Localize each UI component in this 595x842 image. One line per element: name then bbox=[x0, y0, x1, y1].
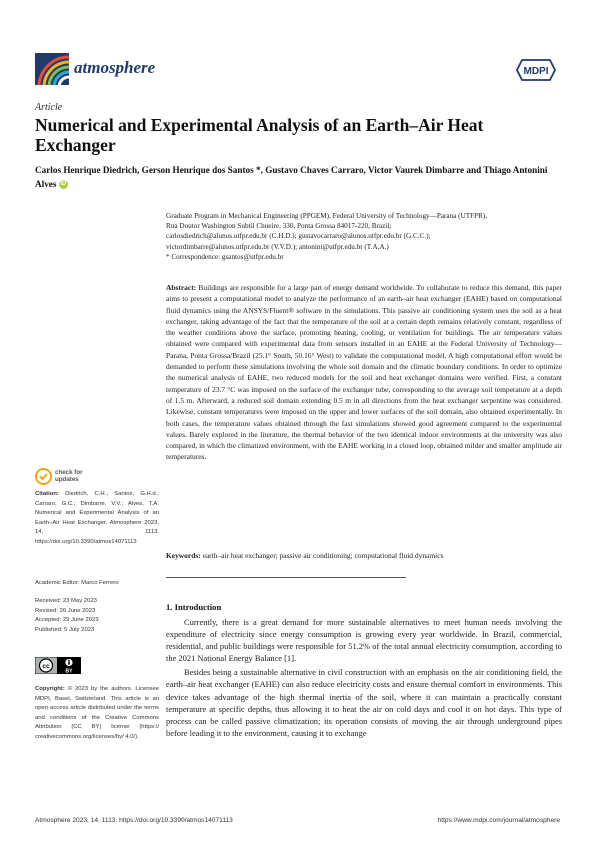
journal-name[interactable]: atmosphere bbox=[74, 58, 156, 77]
date-published: Published: 5 July 2023 bbox=[35, 626, 95, 633]
footer-citation[interactable]: Atmosphere 2023, 14, 1113. https://doi.org/10.3390/atmos14071113 bbox=[35, 817, 233, 824]
affiliation-block bbox=[166, 211, 566, 262]
authors-text[interactable]: Carlos Henrique Diedrich, Gerson Henrique dos Santos *, Gustavo Chaves Carraro, Victor Vaurek Dimbarre and Thiago Antonini Alves bbox=[35, 165, 548, 189]
cc-by-license-badge[interactable] bbox=[35, 657, 81, 674]
citation-block bbox=[35, 490, 159, 548]
affiliation-emails[interactable]: victordimbarre@alunos.utfpr.edu.br (V.V.D.); antonini@utfpr.edu.br (T.A.A.) bbox=[166, 242, 389, 251]
section-divider bbox=[166, 577, 406, 578]
cc-by-icon bbox=[35, 657, 81, 674]
check-updates-icon bbox=[35, 468, 52, 485]
date-received: Received: 23 May 2023 bbox=[35, 598, 97, 604]
citation-label: Citation: bbox=[35, 491, 59, 497]
abstract-text: Buildings are responsible for a large part of energy demand worldwide. To collaborate to reduce this demand, this paper aims to present a computational model to analyze the performance of an earth–air heat exchanger (EAHE) based on computational fluid dynamics using the ANSYS/Fluent® software in the simulations. This passive air conditioning system uses the soil as a heat exchanger, taking advantage of the fact that the temperature of the soil at a certain depth remains relatively constant, regardless of the weather conditions above the surface, promoting heating, cooling, or ventilation for buildings. The air temperature values obtained were compared with experimental data from sensors installed in an EAHE at the Federal University of Technology—Parana, Ponta Grossa/Brazil (25.1° South, 50.16° West) to validate the computational model. A high computational effort would be demanded to perform these simulations involving the whole soil domain and the climatic boundary conditions. In order to optimize the numerical analysis of EAHE, two reduced models for the soil and heat exchanger domains were verified. First, a constant temperature of 23.7 °C was imposed on the surface of the exchanger tube, corresponding to the average soil temperature at a depth of 1.5 m. Afterward, a reduced soil domain extending 0.5 m in all directions from the heat exchanger serpentine was considered. Likewise, constant temperatures were imposed on the upper and lower surfaces of the soil domain, also obtained experimentally. In both cases, the temperature values obtained through the fast simulations showed good agreement compared to the experimental values. Barely explored in the literature, the thermal behavior of the two identical indoor environments at the university was also compared, in which the climatized environment, with the EAHE working in a closed loop, obtained milder and smaller amplitude air temperatures. bbox=[166, 283, 562, 462]
by-label: BY bbox=[65, 668, 73, 674]
page-footer bbox=[35, 817, 560, 824]
journal-logo bbox=[35, 53, 69, 85]
citation-text[interactable]: Diedrich, C.H.; Santos, G.H.d.; Carraro, G.C.; Dimbarre, V.V.; Alves, T.A. Numerical and Experimental Analysis of an Earth–Air Heat Exchanger. Atmosphere 2023, 14, 1113. https://doi.org/10.3390/atmos14071113 bbox=[35, 491, 159, 545]
check-updates-line2: updates bbox=[55, 476, 79, 483]
orcid-icon[interactable]: iD bbox=[60, 180, 67, 187]
keywords bbox=[166, 551, 562, 561]
mdpi-logo-text: MDPI bbox=[523, 66, 549, 77]
copyright-block bbox=[35, 685, 159, 743]
date-accepted: Accepted: 29 June 2023 bbox=[35, 617, 99, 624]
keywords-text: earth–air heat exchanger; passive air conditioning; computational fluid dynamics bbox=[202, 551, 444, 560]
correspondence[interactable]: * Correspondence: gsantos@utfpr.edu.br bbox=[166, 252, 284, 261]
mdpi-hexagon-icon bbox=[516, 58, 556, 82]
copyright-text[interactable]: © 2023 by the authors. Licensee MDPI, Basel, Switzerland. This article is an open access article distributed under the terms and conditions of the Creative Commons Attribution (CC BY) license (https:// creativecommons.org/licenses/by/ 4.0/). bbox=[35, 686, 159, 740]
publication-dates bbox=[35, 597, 159, 635]
cc-label: cc bbox=[42, 663, 50, 670]
intro-paragraph-1: Currently, there is a great demand for more sustainable alternatives to meet human needs involving the expenditure of electricity since energy consumption is growing every year worldwide. In Brazil, commercial, residential, and public buildings were responsible for 51.2% of the total annual electricity consumption, according to the 2021 National Energy Balance [1]. bbox=[166, 617, 562, 664]
affiliation-emails[interactable]: carlosdiedrich@alunos.utfpr.edu.br (C.H.D.); gustavocarraro@alunos.utfpr.edu.br (G.C.C.); bbox=[166, 232, 431, 241]
article-title: Numerical and Experimental Analysis of an Earth–Air Heat Exchanger bbox=[35, 115, 484, 155]
mdpi-logo[interactable] bbox=[516, 58, 556, 82]
abstract-label: Abstract: bbox=[166, 283, 197, 292]
date-revised: Revised: 26 June 2023 bbox=[35, 607, 96, 614]
copyright-label: Copyright: bbox=[35, 686, 65, 692]
article-type: Article bbox=[35, 102, 63, 113]
affiliation-line: Rua Doutor Washington Subtil Chueire, 330, Ponta Grossa 84017-220, Brazil; bbox=[166, 222, 392, 231]
academic-editor: Academic Editor: Marco Ferrero bbox=[35, 580, 119, 586]
introduction-body bbox=[166, 616, 562, 739]
section-heading-introduction: 1. Introduction bbox=[166, 602, 222, 612]
abstract bbox=[166, 282, 562, 463]
intro-paragraph-2: Besides being a sustainable alternative in civil construction with an emphasis on the air conditioning field, the earth–air heat exchanger (EAHE) can also reduce electricity costs and ensure thermal comfort in environments. This device takes advantage of the high thermal inertia of the soil, where it can maintain a practically constant temperature at specific depths, thus allowing it to heat the air on cold days and cool it on hot days. This type of process can be called passive climatization; its operation consists of moving the air through underground pipes before leading it to the environment, causing it to exchange bbox=[166, 667, 562, 738]
check-updates-label bbox=[55, 469, 83, 483]
affiliation-line: Graduate Program in Mechanical Engineering (PPGEM), Federal University of Technology—Parana (UTFPR), bbox=[166, 212, 488, 220]
footer-journal-url[interactable]: https://www.mdpi.com/journal/atmosphere bbox=[437, 817, 560, 824]
atmosphere-logo-icon bbox=[35, 53, 69, 85]
keywords-label: Keywords: bbox=[166, 551, 201, 560]
author-list bbox=[35, 164, 565, 191]
check-for-updates-button[interactable] bbox=[35, 468, 155, 488]
check-updates-line1: check for bbox=[55, 469, 83, 476]
